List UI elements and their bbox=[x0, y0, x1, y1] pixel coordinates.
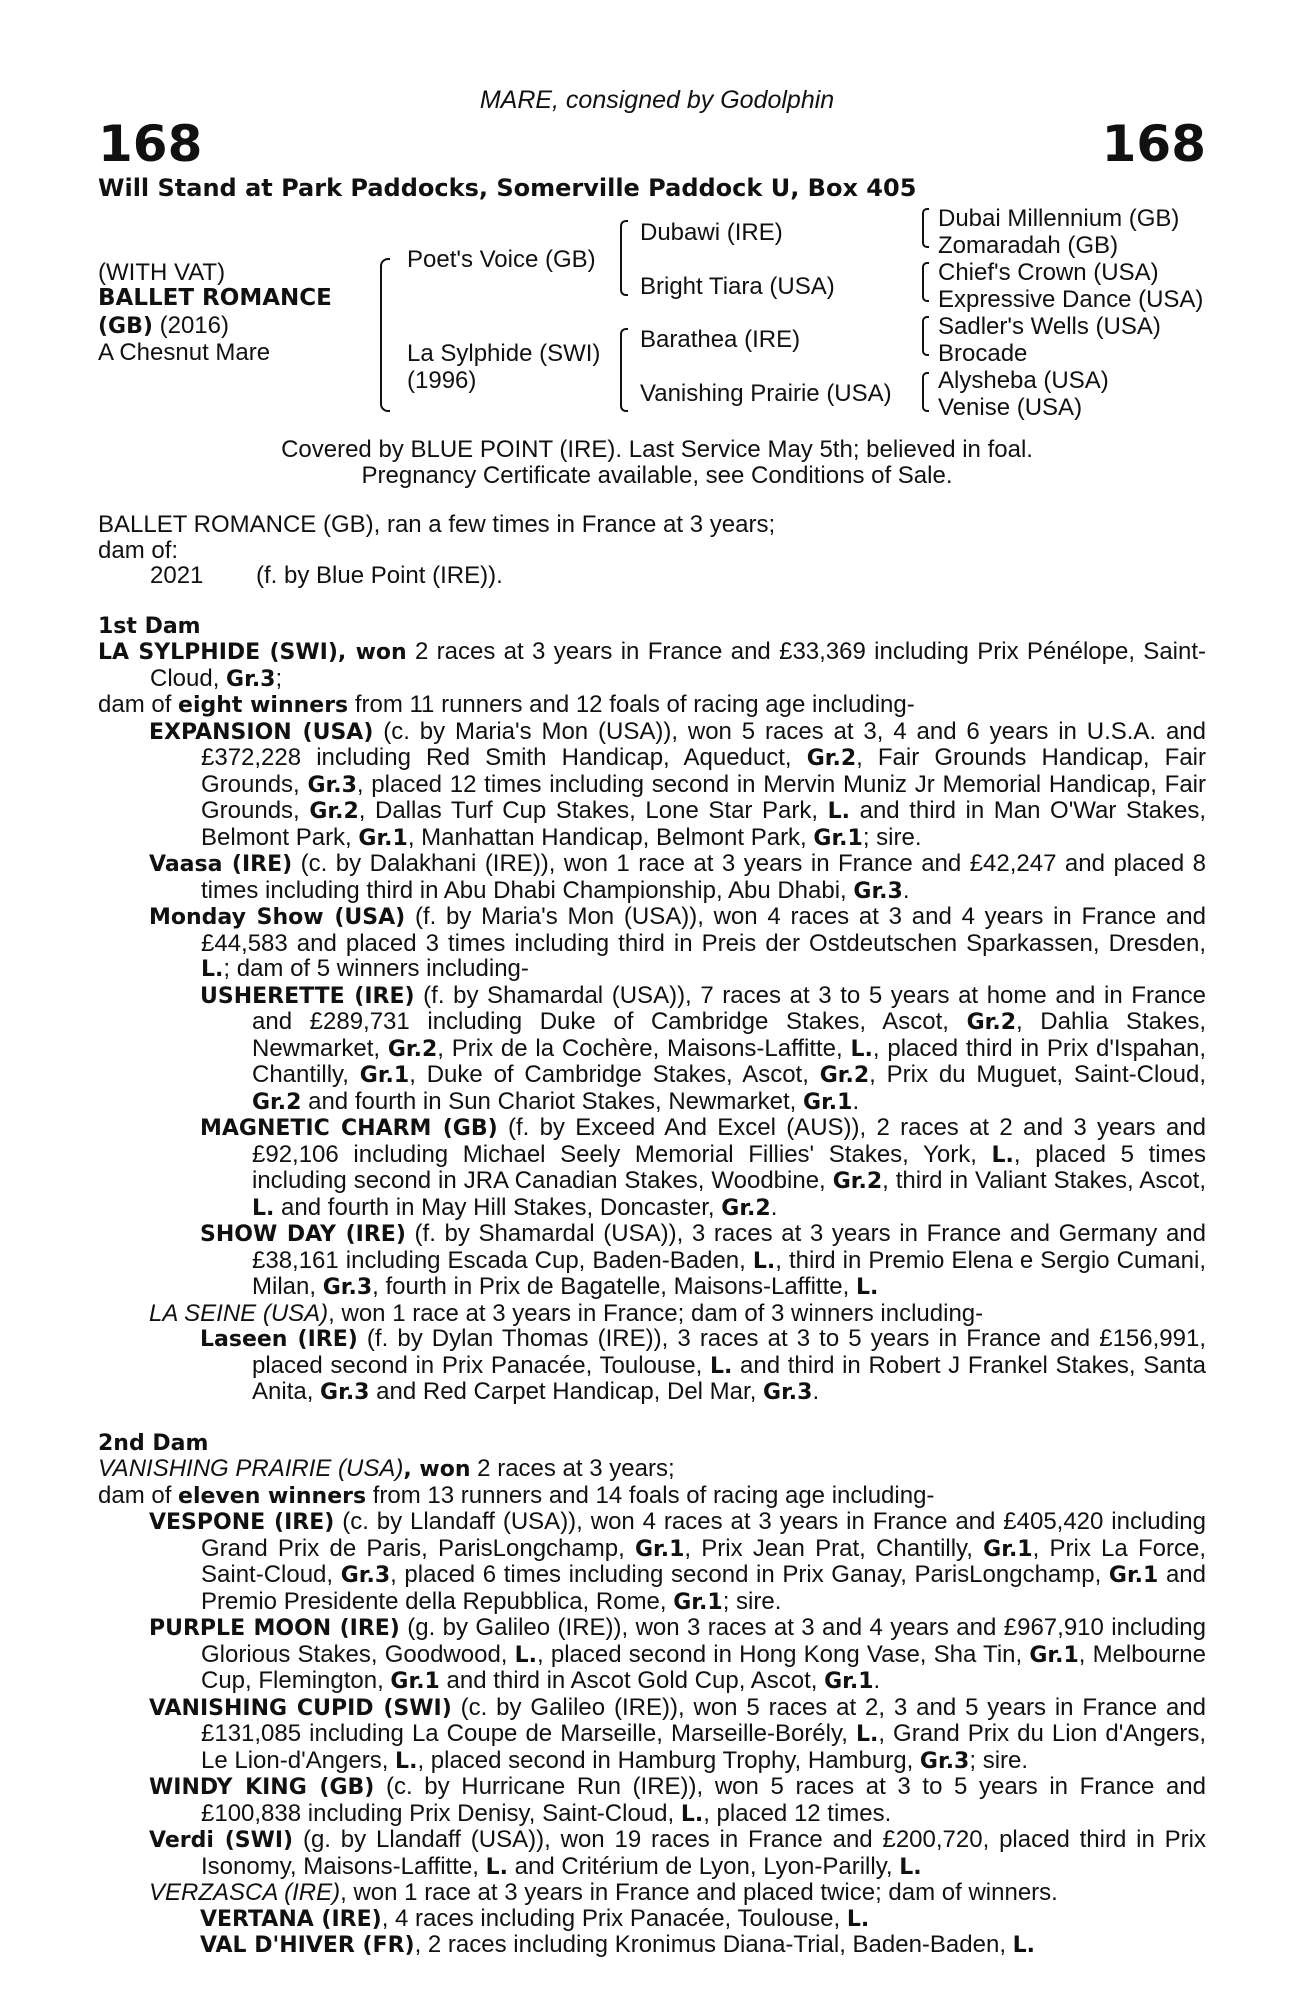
pedigree-brace-ss bbox=[922, 208, 929, 248]
sire-sire-sire: Dubai Millennium (GB) bbox=[938, 205, 1180, 232]
sire-dam-dam: Expressive Dance (USA) bbox=[938, 286, 1204, 313]
intro-text: BALLET ROMANCE (GB), ran a few times in France at 3 years; bbox=[98, 511, 776, 538]
second-dam-offspring-5: Verdi (SWI) (g. by Llandaff (USA)), won 19 races in France and £200,720, placed third in Prix Isonomy, Maisons-Laffitte, L. and Critérium de Lyon, Lyon-Parilly, L. bbox=[149, 1826, 1207, 1880]
sire-sire-dam: Zomaradah (GB) bbox=[938, 232, 1119, 259]
second-dam-produce-summary: dam of eleven winners from 13 runners and 14 foals of racing age including- bbox=[98, 1481, 935, 1509]
horse-origin-year bbox=[98, 312, 229, 340]
progeny-year: 2021 bbox=[150, 562, 204, 589]
first-dam-offspring-2: Vaasa (IRE) (c. by Dalakhani (IRE)), won 1 race at 3 years in France and £42,247 and placed 8 times including third in Abu Dhabi Championship, Abu Dhabi, Gr.3. bbox=[149, 850, 1206, 904]
first-dam-offspring-3: Monday Show (USA) (f. by Maria's Mon (USA)), won 4 races at 3 and 4 years in France and £44,583 and placed 3 times including third in Preis der Ostdeutschen Sparkassen, Dresden, L.; dam of 5 winners including- bbox=[149, 903, 1206, 982]
grand-offspring-3: SHOW DAY (IRE) (f. by Shamardal (USA)), 3 races at 3 years in France and Germany and £38,161 including Escada Cup, Baden-Baden, L., third in Premio Elena e Sergio Cumani, Milan, Gr.3, fourth in Prix de Bagatelle, Maisons-Laffitte, L. bbox=[200, 1220, 1207, 1300]
second-dam-offspring-2: PURPLE MOON (IRE) (g. by Galileo (IRE)), won 3 races at 3 and 4 years and £967,910 including Glorious Stakes, Goodwood, L., placed second in Hong Kong Vase, Sha Tin, Gr.1, Melbourne Cup, Flemington, Gr.1 and third in Ascot Gold Cup, Ascot, Gr.1. bbox=[149, 1614, 1206, 1694]
first-dam-offspring-4: LA SEINE (USA), won 1 race at 3 years in France; dam of 3 winners including- bbox=[149, 1299, 984, 1327]
second-dam-record: VANISHING PRAIRIE (USA), won 2 races at 3 years; bbox=[98, 1455, 675, 1482]
sire-sire: Dubawi (IRE) bbox=[640, 219, 783, 246]
second-dam-grand-offspring-2: VAL D'HIVER (FR), 2 races including Kronimus Diana-Trial, Baden-Baden, L. bbox=[200, 1931, 1036, 1958]
dam-dam-dam: Venise (USA) bbox=[938, 394, 1083, 421]
catalogue-body bbox=[98, 512, 1206, 1959]
dam-sire: Barathea (IRE) bbox=[640, 326, 801, 353]
dam-dam: Vanishing Prairie (USA) bbox=[640, 380, 892, 407]
grand-offspring-4: Laseen (IRE) (f. by Dylan Thomas (IRE)), 3 races at 3 to 5 years in France and £156,991, placed second in Prix Panacée, Toulouse, L. and third in Robert J Frankel Stakes, Santa Anita, Gr.3 and Red Carpet Handicap, Del Mar, Gr.3. bbox=[200, 1325, 1207, 1405]
pedigree-brace-dd bbox=[922, 372, 929, 412]
horse-description: A Chesnut Mare bbox=[98, 339, 271, 366]
sire: Poet's Voice (GB) bbox=[407, 246, 596, 273]
vat-note: (WITH VAT) bbox=[98, 259, 226, 286]
first-dam-offspring-1: EXPANSION (USA) (c. by Maria's Mon (USA)), won 5 races at 3, 4 and 6 years in U.S.A. and £372,228 including Red Smith Handicap, Aqueduct, Gr.2, Fair Grounds Handicap, Fair Grounds, Gr.3, placed 12 times including second in Mervin Muniz Jr Memorial Handicap, Fair Grounds, Gr.2, Dallas Turf Cup Stakes, Lone Star Park, L. and third in Man O'War Stakes, Belmont Park, Gr.1, Manhattan Handicap, Belmont Park, Gr.1; sire. bbox=[149, 717, 1207, 851]
second-dam-offspring-4: WINDY KING (GB) (c. by Hurricane Run (IRE)), won 5 races at 3 to 5 years in France and £100,838 including Prix Denisy, Saint-Cloud, L., placed 12 times. bbox=[149, 1773, 1206, 1827]
covered-line-2: Pregnancy Certificate available, see Conditions of Sale. bbox=[361, 462, 953, 489]
pedigree-brace-dam bbox=[620, 328, 628, 412]
pedigree-brace-sd bbox=[922, 262, 929, 302]
dam-sire-sire: Sadler's Wells (USA) bbox=[938, 313, 1161, 340]
second-dam-offspring-6: VERZASCA (IRE), won 1 race at 3 years in France and placed twice; dam of winners. bbox=[149, 1879, 1058, 1906]
horse-name: BALLET ROMANCE bbox=[98, 285, 332, 311]
horse-origin: (GB) bbox=[98, 314, 153, 339]
pedigree-brace-sire bbox=[620, 220, 628, 296]
sire-dam-sire: Chief's Crown (USA) bbox=[938, 259, 1159, 286]
horse-year: (2016) bbox=[152, 312, 229, 339]
dam: La Sylphide (SWI) bbox=[407, 340, 601, 367]
stand-location: Will Stand at Park Paddocks, Somerville Paddock U, Box 405 bbox=[98, 174, 917, 202]
grand-offspring-2: MAGNETIC CHARM (GB) (f. by Exceed And Excel (AUS)), 2 races at 2 and 3 years and £92,106 including Michael Seely Memorial Fillies' Stakes, York, L., placed 5 times including second in JRA Canadian Stakes, Woodbine, Gr.2, third in Valiant Stakes, Ascot, L. and fourth in May Hill Stakes, Doncaster, Gr.2. bbox=[200, 1114, 1206, 1221]
lot-number-left: 168 bbox=[98, 115, 203, 173]
progeny-foal: (f. by Blue Point (IRE)). bbox=[256, 562, 503, 589]
lot-number-right: 168 bbox=[1101, 115, 1206, 173]
second-dam-heading: 2nd Dam bbox=[98, 1430, 209, 1456]
grand-offspring-1: USHERETTE (IRE) (f. by Shamardal (USA)), 7 races at 3 to 5 years at home and in France and £289,731 including Duke of Cambridge Stakes, Ascot, Gr.2, Dahlia Stakes, Newmarket, Gr.2, Prix de la Cochère, Maisons-Laffitte, L., placed third in Prix d'Ispahan, Chantilly, Gr.1, Duke of Cambridge Stakes, Ascot, Gr.2, Prix du Muguet, Saint-Cloud, Gr.2 and fourth in Sun Chariot Stakes, Newmarket, Gr.1. bbox=[200, 981, 1207, 1115]
second-dam-grand-offspring-1: VERTANA (IRE), 4 races including Prix Panacée, Toulouse, L. bbox=[200, 1904, 870, 1932]
covered-line-1: Covered by BLUE POINT (IRE). Last Service May 5th; believed in foal. bbox=[281, 436, 1033, 463]
sire-dam: Bright Tiara (USA) bbox=[640, 273, 835, 300]
dam-sire-dam: Brocade bbox=[938, 340, 1028, 367]
pedigree-brace-main bbox=[380, 258, 390, 412]
consignment-line: MARE, consigned by Godolphin bbox=[479, 86, 835, 114]
first-dam-record: LA SYLPHIDE (SWI), won 2 races at 3 years in France and £33,369 including Prix Pénélope, Saint-Cloud, Gr.3; bbox=[98, 638, 1206, 692]
second-dam-offspring-1: VESPONE (IRE) (c. by Llandaff (USA)), won 4 races at 3 years in France and £405,420 including Grand Prix de Paris, ParisLongchamp, Gr.1, Prix Jean Prat, Chantilly, Gr.1, Prix La Force, Saint-Cloud, Gr.3, placed 6 times including second in Prix Ganay, ParisLongchamp, Gr.1 and Premio Presidente della Repubblica, Rome, Gr.1; sire. bbox=[149, 1508, 1206, 1615]
first-dam-produce-summary: dam of eight winners from 11 runners and 12 foals of racing age including- bbox=[98, 691, 915, 718]
dam-year: (1996) bbox=[407, 367, 477, 394]
second-dam-offspring-3: VANISHING CUPID (SWI) (c. by Galileo (IRE)), won 5 races at 2, 3 and 5 years in France and £131,085 including La Coupe de Marseille, Marseille-Borély, L., Grand Prix du Lion d'Angers, Le Lion-d'Angers, L., placed second in Hamburg Trophy, Hamburg, Gr.3; sire. bbox=[149, 1693, 1206, 1774]
pedigree-brace-ds bbox=[922, 316, 929, 356]
dam-dam-sire: Alysheba (USA) bbox=[938, 367, 1109, 394]
progeny-entry bbox=[98, 563, 1206, 589]
intro-dam-of: dam of: bbox=[98, 536, 179, 564]
first-dam-heading: 1st Dam bbox=[98, 613, 201, 639]
